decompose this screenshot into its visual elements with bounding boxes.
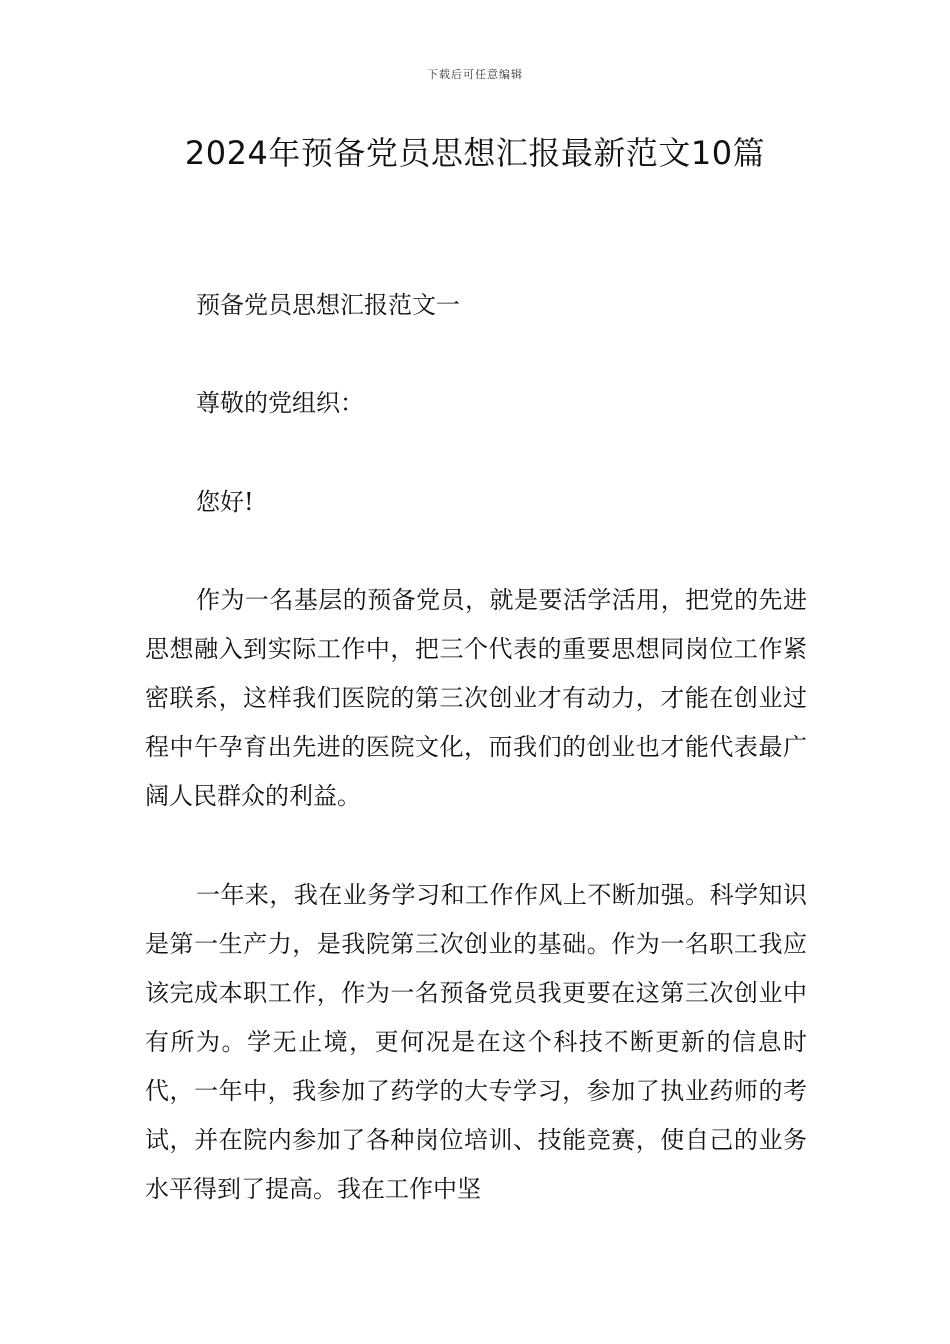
salutation: 尊敬的党组织：	[196, 389, 364, 417]
greeting: 您好!	[196, 488, 254, 516]
document-title: 2024年预备党员思想汇报最新范文10篇	[184, 134, 766, 172]
body-paragraph-1: 作为一名基层的预备党员，就是要活学活用，把党的先进思想融入到实际工作中，把三个代表的重要思想同岗位工作紧密联系，这样我们医院的第三次创业才有动力，才能在创业过程中午孕育出先进的医院文化，而我们的创业也才能代表最广阔人民群众的利益。	[145, 586, 807, 810]
header-note: 下载后可任意编辑	[427, 68, 523, 81]
section-heading: 预备党员思想汇报范文一	[196, 291, 460, 319]
body-paragraph-2: 一年来，我在业务学习和工作作风上不断加强。科学知识是第一生产力，是我院第三次创业的基础。作为一名职工我应该完成本职工作，作为一名预备党员我更要在这第三次创业中有所为。学无止境，更何况是在这个科技不断更新的信息时代，一年中，我参加了药学的大专学习，参加了执业药师的考试，并在院内参加了各种岗位培训、技能竞赛，使自己的业务水平得到了提高。我在工作中坚	[145, 881, 807, 1203]
